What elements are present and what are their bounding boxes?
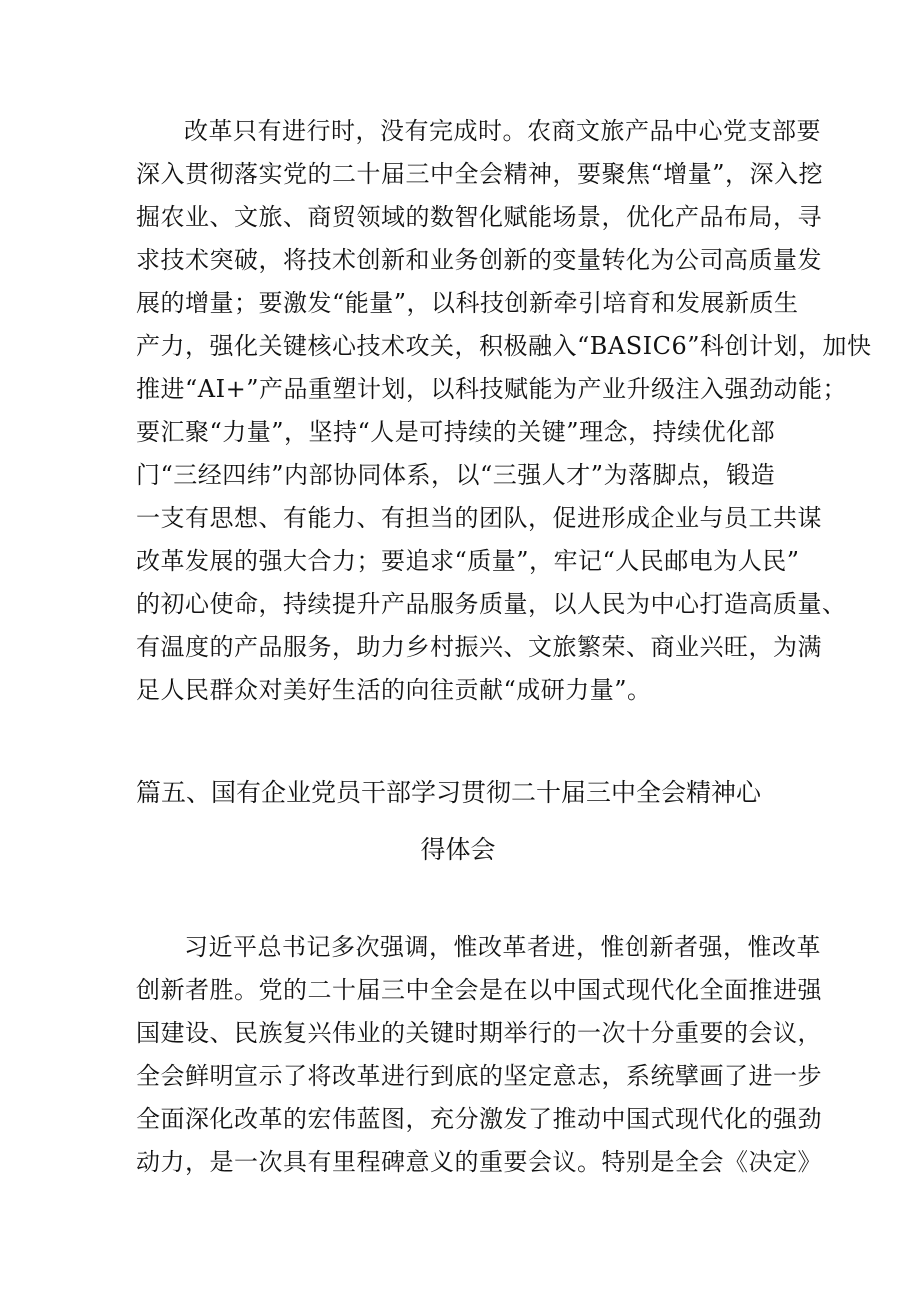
paragraph-line: 全面深化改革的宏伟蓝图，充分激发了推动中国式现代化的强劲 <box>136 1105 822 1133</box>
paragraph-line: 改革发展的强大合力；要追求“质量”，牢记“人民邮电为人民” <box>136 547 800 575</box>
paragraph-line: 深入贯彻落实党的二十届三中全会精神，要聚焦“增量”，深入挖 <box>136 160 824 188</box>
section-heading-line: 篇五、国有企业党员干部学习贯彻二十届三中全会精神心 <box>136 778 762 807</box>
paragraph-line: 全会鲜明宣示了将改革进行到底的坚定意志，系统擘画了进一步 <box>136 1062 822 1090</box>
paragraph-line: 国建设、民族复兴伟业的关键时期举行的一次十分重要的会议， <box>136 1019 822 1047</box>
paragraph-line: 求技术突破，将技术创新和业务创新的变量转化为公司高质量发 <box>136 246 822 274</box>
paragraph-line: 改革只有进行时，没有完成时。农商文旅产品中心党支部要 <box>184 117 821 145</box>
paragraph-line: 产力，强化关键核心技术攻关，积极融入“BASIC6”科创计划，加快 <box>136 332 872 360</box>
section-heading-line: 得体会 <box>420 835 496 864</box>
paragraph-line: 的初心使命，持续提升产品服务质量，以人民为中心打造高质量、 <box>136 590 847 618</box>
paragraph-line: 一支有思想、有能力、有担当的团队，促进形成企业与员工共谋 <box>136 504 822 532</box>
paragraph-line: 要汇聚“力量”，坚持“人是可持续的关键”理念，持续优化部 <box>136 418 776 446</box>
paragraph-line: 习近平总书记多次强调，惟改革者进，惟创新者强，惟改革 <box>184 933 821 961</box>
paragraph-line: 门“三经四纬”内部协同体系，以“三强人才”为落脚点，锻造 <box>136 461 776 489</box>
paragraph-line: 掘农业、文旅、商贸领域的数智化赋能场景，优化产品布局，寻 <box>136 203 822 231</box>
paragraph-line: 展的增量；要激发“能量”，以科技创新牵引培育和发展新质生 <box>136 289 799 317</box>
paragraph-line: 创新者胜。党的二十届三中全会是在以中国式现代化全面推进强 <box>136 976 822 1004</box>
paragraph-line: 动力，是一次具有里程碑意义的重要会议。特别是全会《决定》 <box>136 1148 822 1176</box>
paragraph-line: 有温度的产品服务，助力乡村振兴、文旅繁荣、商业兴旺，为满 <box>136 633 822 661</box>
paragraph-line: 足人民群众对美好生活的向往贡献“成研力量”。 <box>136 676 652 704</box>
paragraph-line: 推进“AI+”产品重塑计划，以科技赋能为产业升级注入强劲动能； <box>136 375 847 403</box>
